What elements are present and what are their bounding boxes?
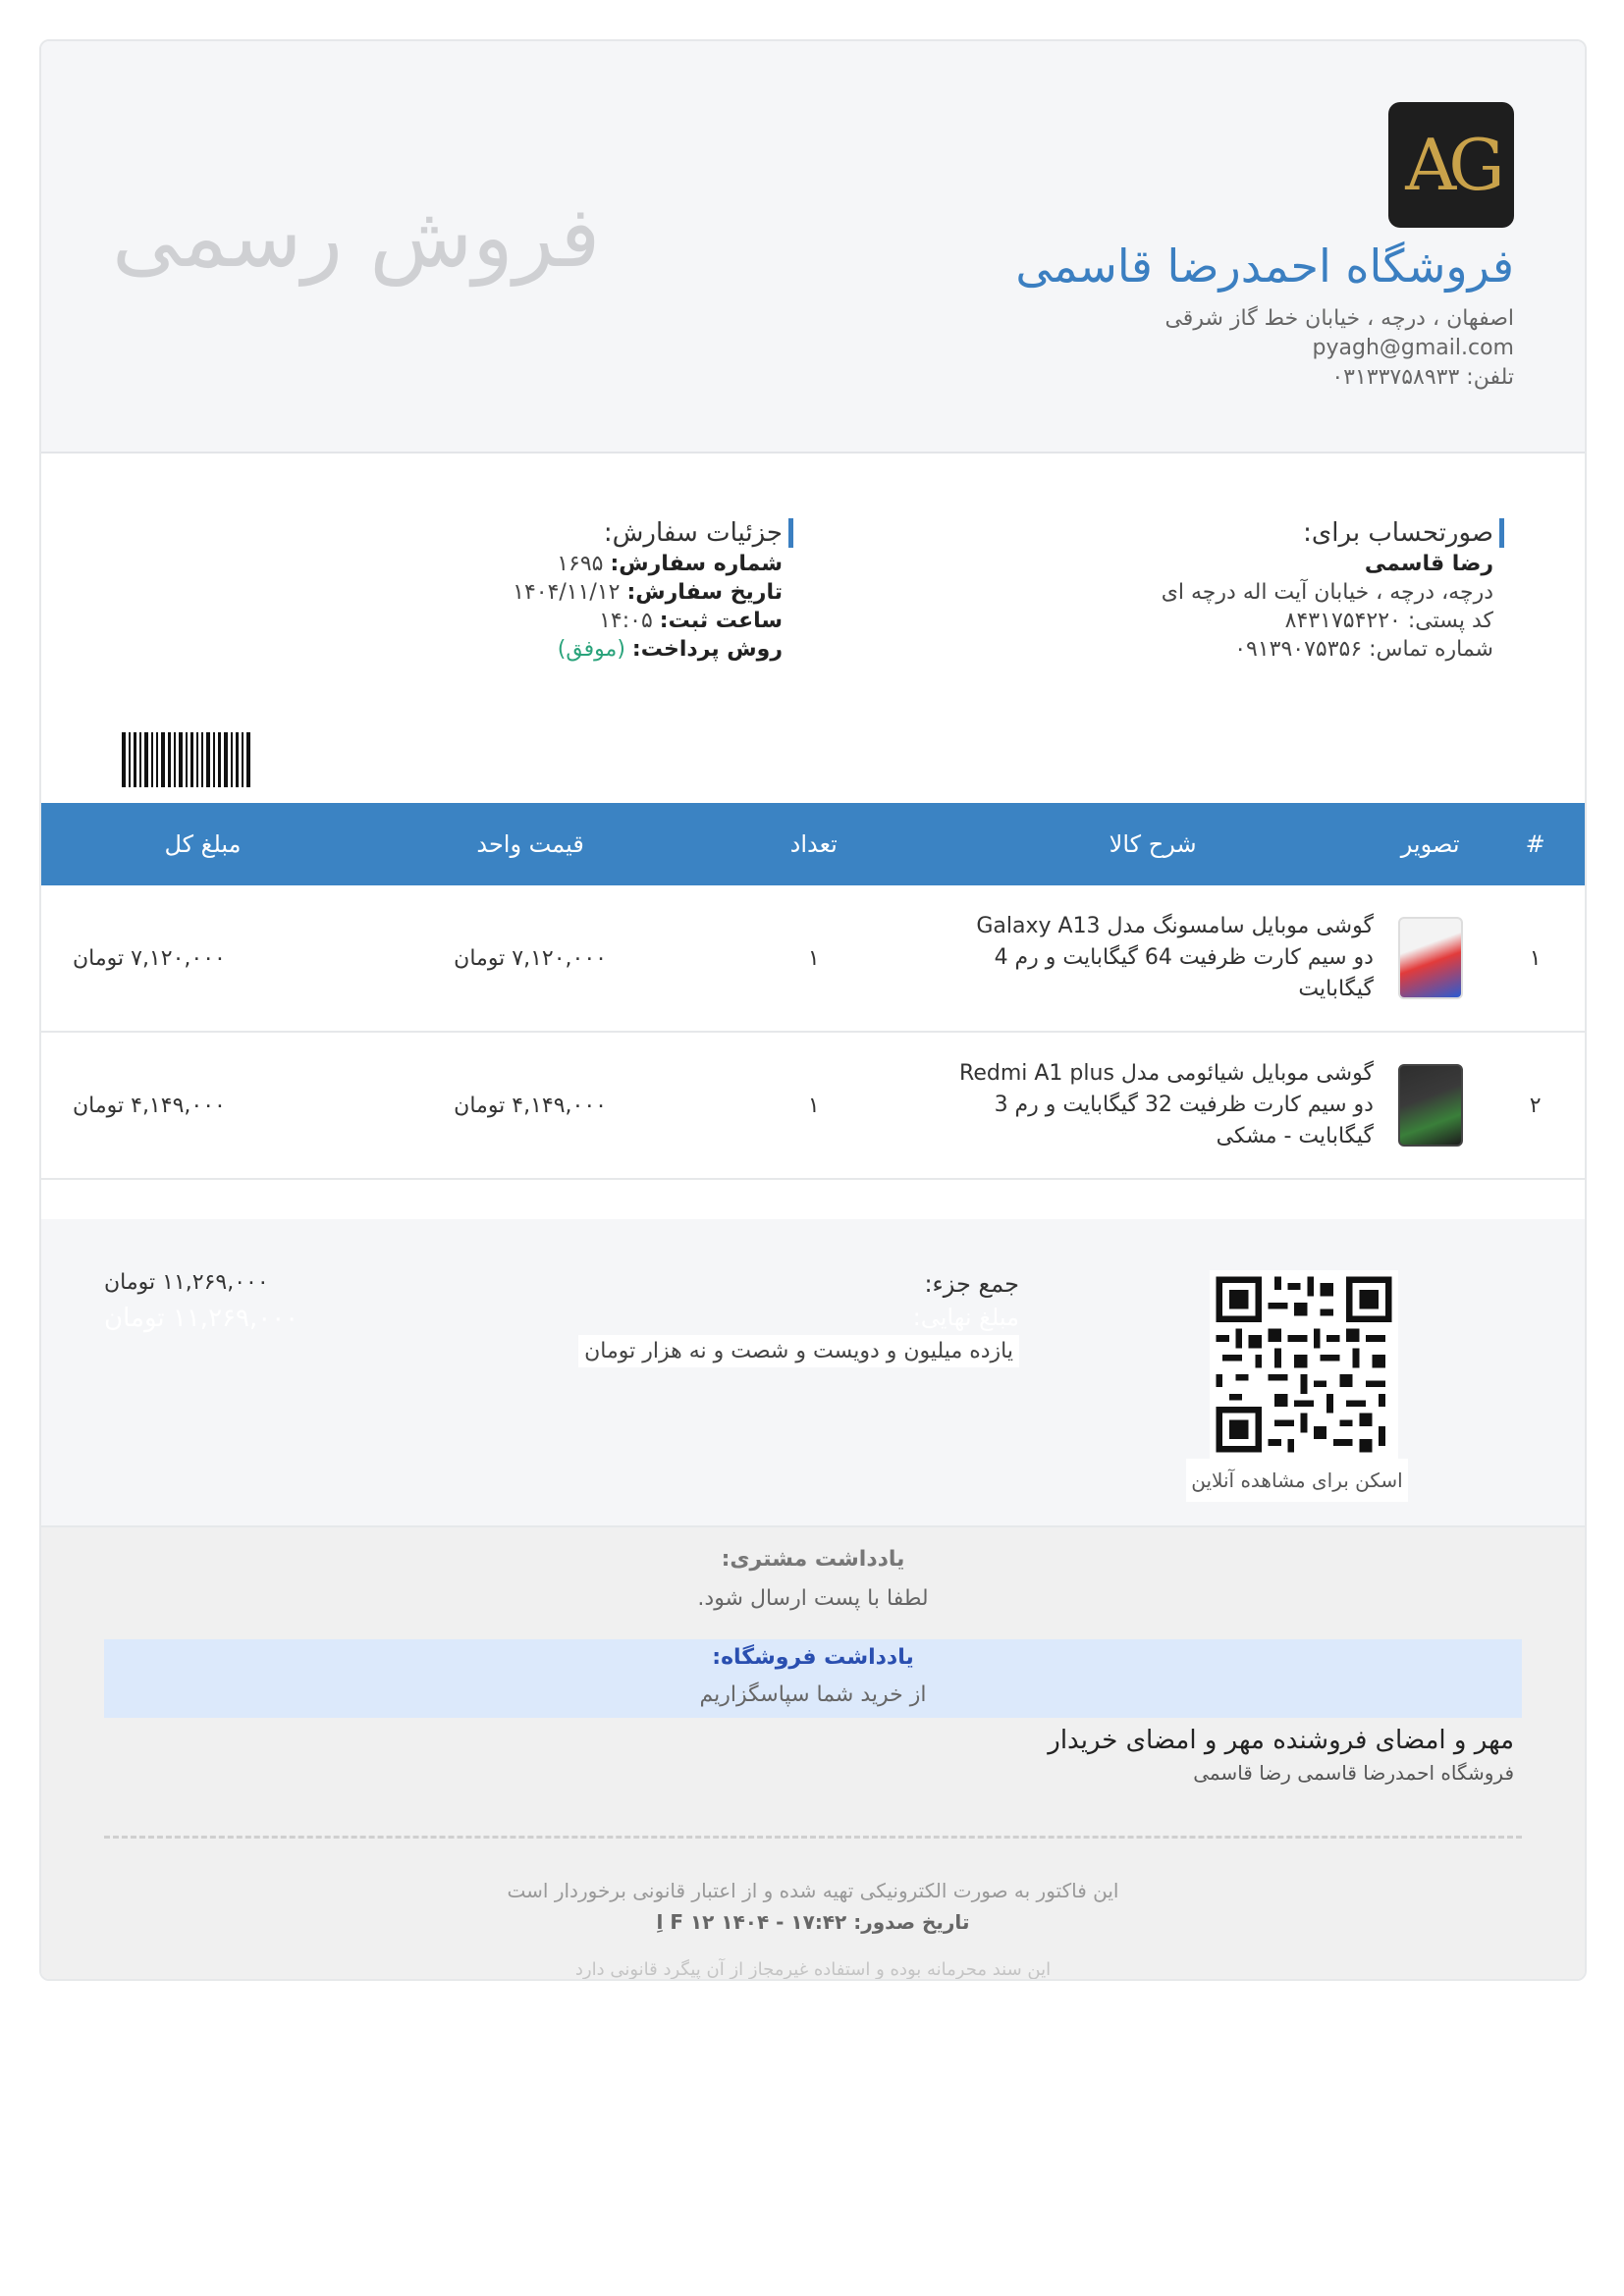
customer-note-title: یادداشت مشتری: xyxy=(721,1547,905,1572)
row-qty: ۱ xyxy=(696,1032,931,1179)
row-index: ۱ xyxy=(1486,885,1585,1032)
order-details xyxy=(513,518,793,662)
customer-name: رضا قاسمی xyxy=(1364,552,1493,576)
customer-postal: کد پستی: ۸۴۳۱۷۵۴۲۲۰ xyxy=(1284,609,1493,633)
shop-note-title: یادداشت فروشگاه: xyxy=(712,1645,914,1670)
qr-label: اسکن برای مشاهده آنلاین xyxy=(1186,1459,1408,1502)
redmi-phone-image xyxy=(1398,1064,1463,1147)
col-image: تصویر xyxy=(1375,803,1486,885)
footer-legal: این فاکتور به صورت الکترونیکی تهیه شده و از اعتبار قانونی برخوردار است xyxy=(507,1879,1119,1902)
subtotal-amount: ۱۱,۲۶۹,۰۰۰ تومان xyxy=(104,1270,269,1295)
qr-code xyxy=(1210,1270,1398,1459)
shop-logo xyxy=(1388,102,1514,228)
row-unit-price: ۴,۱۴۹,۰۰۰ تومان xyxy=(364,1032,696,1179)
row-total: ۴,۱۴۹,۰۰۰ تومان xyxy=(41,1032,364,1179)
col-qty: تعداد xyxy=(696,803,931,885)
bill-to xyxy=(1162,518,1504,662)
invoice-footer xyxy=(41,1527,1585,1979)
bill-to-title: صورتحساب برای: xyxy=(1162,518,1504,548)
row-total: ۷,۱۲۰,۰۰۰ تومان xyxy=(41,885,364,1032)
customer-address: درچه، درچه ، خیابان آیت اله درچه ای xyxy=(1161,580,1493,605)
customer-phone: شماره تماس: ۰۹۱۳۹۰۷۵۳۵۶ xyxy=(1234,637,1493,662)
row-unit-price: ۷,۱۲۰,۰۰۰ تومان xyxy=(364,885,696,1032)
table-row xyxy=(41,885,1585,1032)
total-in-words: یازده میلیون و دویست و شصت و نه هزار تومان xyxy=(578,1335,1019,1367)
payment-method: روش پرداخت: (موفق) xyxy=(557,637,783,662)
invoice xyxy=(39,39,1587,1981)
order-number: شماره سفارش: ۱۶۹۵ xyxy=(557,552,783,576)
barcode xyxy=(122,732,253,787)
footer-confidential: این سند محرمانه بوده و استفاده غیرمجاز از آن پیگرد قانونی دارد xyxy=(574,1959,1052,1980)
signature-title: مهر و امضای فروشنده مهر و امضای خریدار xyxy=(1048,1726,1514,1755)
watermark: فروش رسمی xyxy=(112,188,601,287)
logo-text: AG xyxy=(1405,124,1497,206)
invoice-header xyxy=(41,41,1585,454)
footer-issue-date: تاریخ صدور: ۱۷:۴۲ - ۱۴۰۴ F ۱۲ اِ xyxy=(656,1910,970,1934)
customer-note-text: لطفا با پست ارسال شود. xyxy=(697,1586,929,1611)
subtotal-label: جمع جزء: xyxy=(924,1270,1019,1298)
divider xyxy=(104,1836,1522,1839)
info-section xyxy=(41,454,1585,801)
final-amount: ۱۱,۲۶۹,۰۰۰ تومان xyxy=(104,1304,299,1333)
row-index: ۲ xyxy=(1486,1032,1585,1179)
table-row xyxy=(41,1032,1585,1179)
shop-address: اصفهان ، درچه ، خیابان خط گاز شرقی xyxy=(1164,306,1514,331)
signature-names: فروشگاه احمدرضا قاسمی رضا قاسمی xyxy=(1193,1761,1514,1785)
shop-email: pyagh@gmail.com xyxy=(1312,336,1514,360)
payment-status: (موفق) xyxy=(557,637,632,662)
row-description: گوشی موبایل شیائومی مدل Redmi A1 plus دو سیم کارت ظرفیت 32 گیگابایت و رم 3 گیگابایت - مشکی xyxy=(959,1061,1374,1148)
totals-section xyxy=(41,1219,1585,1527)
row-qty: ۱ xyxy=(696,885,931,1032)
col-description: شرح کالا xyxy=(931,803,1375,885)
table-header-row xyxy=(41,803,1585,885)
row-description: گوشی موبایل سامسونگ مدل Galaxy A13 دو سیم کارت ظرفیت 64 گیگابایت و رم 4 گیگابایت xyxy=(976,914,1374,1001)
col-total: مبلغ کل xyxy=(41,803,364,885)
col-index: # xyxy=(1486,803,1585,885)
col-unit-price: قیمت واحد xyxy=(364,803,696,885)
shop-phone: تلفن: ۰۳۱۳۳۷۵۸۹۳۳ xyxy=(1331,365,1514,390)
order-time: ساعت ثبت: ۱۴:۰۵ xyxy=(599,609,783,633)
final-label: مبلغ نهایی: xyxy=(912,1304,1019,1331)
items-table xyxy=(41,803,1585,1180)
order-title: جزئیات سفارش: xyxy=(513,518,793,548)
shop-name: فروشگاه احمدرضا قاسمی xyxy=(1015,240,1514,293)
shop-note-text: از خرید شما سپاسگزاریم xyxy=(699,1682,927,1707)
order-date: تاریخ سفارش: ۱۴۰۴/۱۱/۱۲ xyxy=(513,580,783,605)
samsung-phone-image xyxy=(1398,917,1463,999)
